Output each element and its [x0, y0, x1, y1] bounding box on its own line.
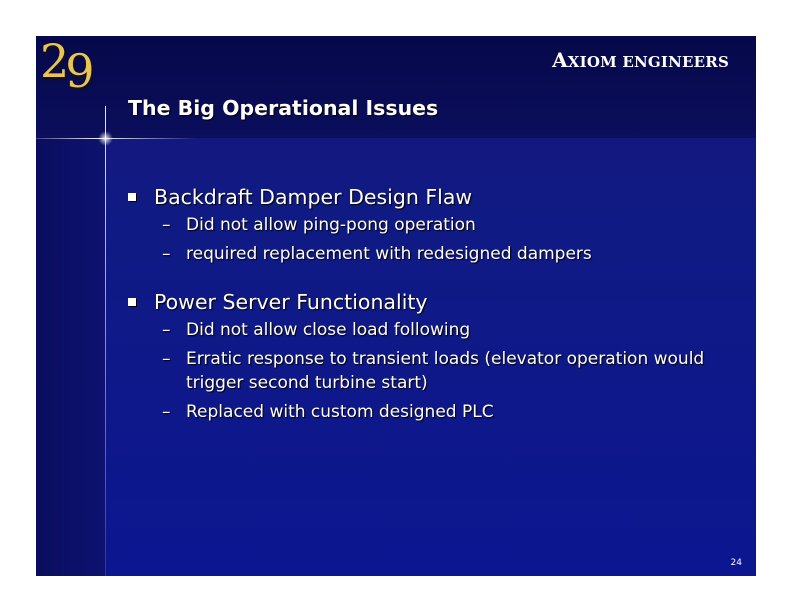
sub-bullet-text: Replaced with custom designed PLC — [186, 402, 494, 422]
slide-title: The Big Operational Issues — [128, 96, 439, 120]
vertical-accent-line — [105, 106, 106, 576]
bullet-group — [128, 286, 728, 424]
sub-bullet-text: required replacement with redesigned dampers — [186, 244, 592, 264]
sparkle-icon — [98, 131, 113, 146]
bullet-text: Power Server Functionality — [154, 290, 428, 314]
sub-bullet-text: Did not allow ping-pong operation — [186, 215, 476, 235]
dash-icon: – — [162, 215, 171, 235]
bullet-item — [128, 181, 728, 213]
sub-bullet-text: Did not allow close load following — [186, 320, 471, 340]
sub-bullet-item — [128, 213, 728, 237]
sub-bullet-item — [128, 347, 728, 395]
horizontal-accent-line — [36, 138, 196, 139]
bullet-group — [128, 181, 728, 266]
slide — [36, 36, 756, 576]
dash-icon: – — [162, 244, 171, 264]
sub-bullet-item — [128, 318, 728, 342]
logo — [40, 36, 91, 98]
square-bullet-icon — [128, 298, 136, 306]
sub-bullet-item — [128, 400, 728, 424]
sub-bullet-item — [128, 242, 728, 266]
logo-digit-1: 2 — [40, 36, 66, 88]
logo-digit-2: 9 — [65, 44, 91, 98]
dash-icon: – — [162, 402, 171, 422]
company-initial: A — [552, 48, 568, 72]
sub-bullet-text: Erratic response to transient loads (elevator operation would trigger second turbine start) — [186, 349, 705, 393]
dash-icon: – — [162, 349, 171, 369]
company-name — [552, 48, 729, 72]
bullet-text: Backdraft Damper Design Flaw — [154, 185, 473, 209]
bullet-item — [128, 286, 728, 318]
company-rest: XIOM ENGINEERS — [567, 53, 729, 71]
square-bullet-icon — [128, 193, 136, 201]
page-number: 24 — [730, 558, 742, 568]
dash-icon: – — [162, 320, 171, 340]
slide-body — [128, 181, 728, 444]
